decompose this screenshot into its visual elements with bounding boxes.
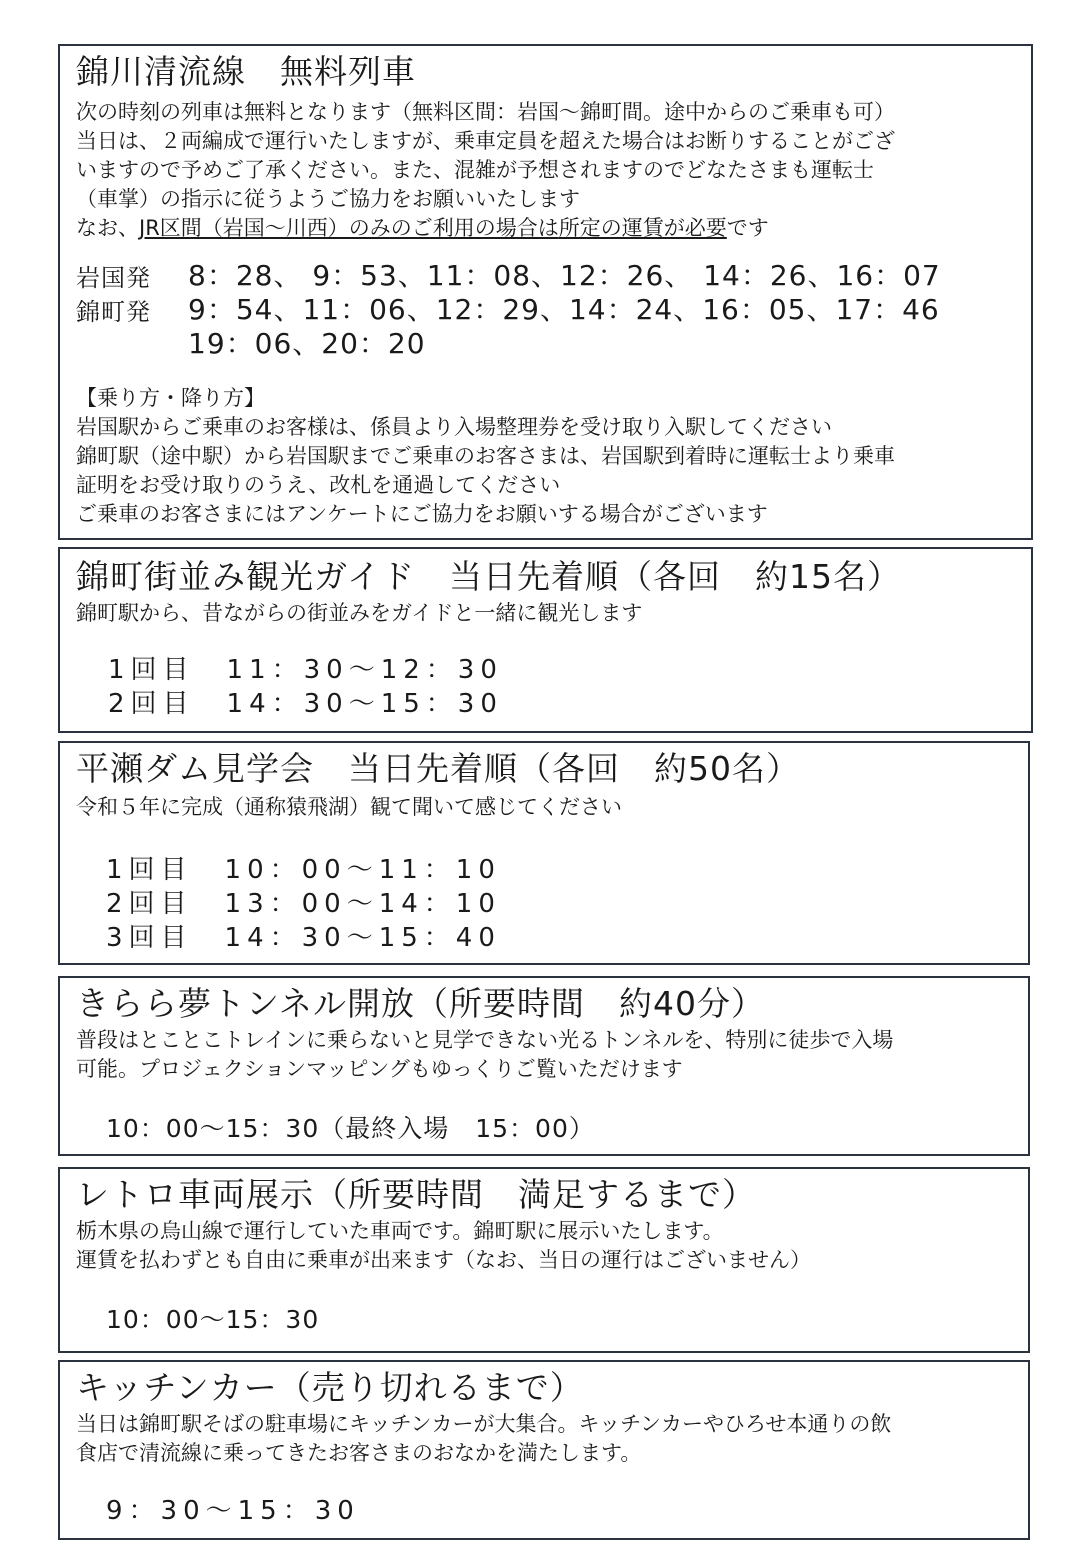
underlined-text: 所定の運賃が必要 <box>558 216 727 240</box>
text-line: 岩国駅からご乗車のお客様は、係員より入場整理券を受け取り入駅してください <box>76 415 832 439</box>
text-line: ご乗車のお客さまにはアンケートにご協力をお願いする場合がございます <box>76 502 768 526</box>
text-line: 錦町駅から、昔ながらの街並みをガイドと一緒に観光します <box>76 601 643 625</box>
text-line: 普段はとことこトレインに乗らないと見学できない光るトンネルを、特別に徒歩で入場 <box>76 1028 894 1052</box>
schedule-time: 10：00～15：30（最終入場 15：00） <box>106 1114 595 1143</box>
subheading: 【乗り方・降り方】 <box>76 386 265 410</box>
section-title: レトロ車両展示（所要時間 満足するまで） <box>76 1175 756 1214</box>
section-title: キッチンカー（売り切れるまで） <box>76 1368 584 1407</box>
text-span: です <box>726 216 769 240</box>
schedule-time: 10：00～15：30 <box>106 1305 320 1334</box>
tunnel-section <box>58 976 1030 1156</box>
schedule-slot: 2回目 13：00～14：10 <box>106 889 501 919</box>
text-line: （車掌）の指示に従うようご協力をお願いいたします <box>76 187 580 211</box>
schedule-slot: 1回目 10：00～11：10 <box>106 855 501 885</box>
section-title: きらら夢トンネル開放（所要時間 約40分） <box>76 984 766 1023</box>
schedule-slot: 3回目 14：30～15：40 <box>106 923 501 953</box>
section-title: 平瀬ダム見学会 当日先着順（各回 約50名） <box>76 749 800 788</box>
underlined-text: JR区間（岩国～川西）のみのご利用の場合は <box>139 216 559 240</box>
text-line: 証明をお受け取りのうえ、改札を通過してください <box>76 473 561 497</box>
text-line: 次の時刻の列車は無料となります（無料区間：岩国～錦町間。途中からのご乗車も可） <box>76 100 895 124</box>
text-line: 運賃を払わずとも自由に乗車が出来ます（なお、当日の運行はございません） <box>76 1248 811 1272</box>
text-line: 栃木県の烏山線で運行していた車両です。錦町駅に展示いたします。 <box>76 1219 724 1243</box>
guide-section <box>58 547 1033 733</box>
schedule-time: 9：30～15：30 <box>106 1496 360 1526</box>
free-train-section <box>58 44 1033 540</box>
text-line <box>76 214 769 242</box>
section-title: 錦町街並み観光ガイド 当日先着順（各回 約15名） <box>76 557 902 596</box>
dam-section <box>58 741 1030 965</box>
timetable-times: 8：28、 9：53、11：08、12：26、 14：26、16：07 <box>188 259 941 292</box>
timetable-times: 9：54、11：06、12：29、14：24、16：05、17：46 <box>188 293 940 326</box>
text-line: 可能。プロジェクションマッピングもゆっくりご覧いただけます <box>76 1057 683 1081</box>
schedule-slot: 1回目 11：30～12：30 <box>108 655 503 685</box>
text-line: 当日は錦町駅そばの駐車場にキッチンカーが大集合。キッチンカーやひろせ本通りの飲 <box>76 1412 892 1436</box>
text-line: いますので予めご了承ください。また、混雑が予想されますのでどなたさまも運転士 <box>76 158 874 182</box>
text-line: 食店で清流線に乗ってきたお客さまのおなかを満たします。 <box>76 1441 642 1465</box>
section-title: 錦川清流線 無料列車 <box>76 52 416 91</box>
retro-section <box>58 1167 1030 1353</box>
text-line: 令和５年に完成（通称猿飛湖）観て聞いて感じてください <box>76 795 622 819</box>
text-line: 錦町駅（途中駅）から岩国駅までご乗車のお客さまは、岩国駅到着時に運転士より乗車 <box>76 444 895 468</box>
text-span: なお、 <box>76 216 139 240</box>
timetable-label: 錦町発 <box>76 298 151 326</box>
schedule-slot: 2回目 14：30～15：30 <box>108 689 503 719</box>
timetable-times: 19：06、20：20 <box>188 327 426 360</box>
text-line: 当日は、２両編成で運行いたしますが、乗車定員を超えた場合はお断りすることがござ <box>76 129 895 153</box>
timetable-label: 岩国発 <box>76 264 151 292</box>
kitchen-section <box>58 1360 1030 1540</box>
